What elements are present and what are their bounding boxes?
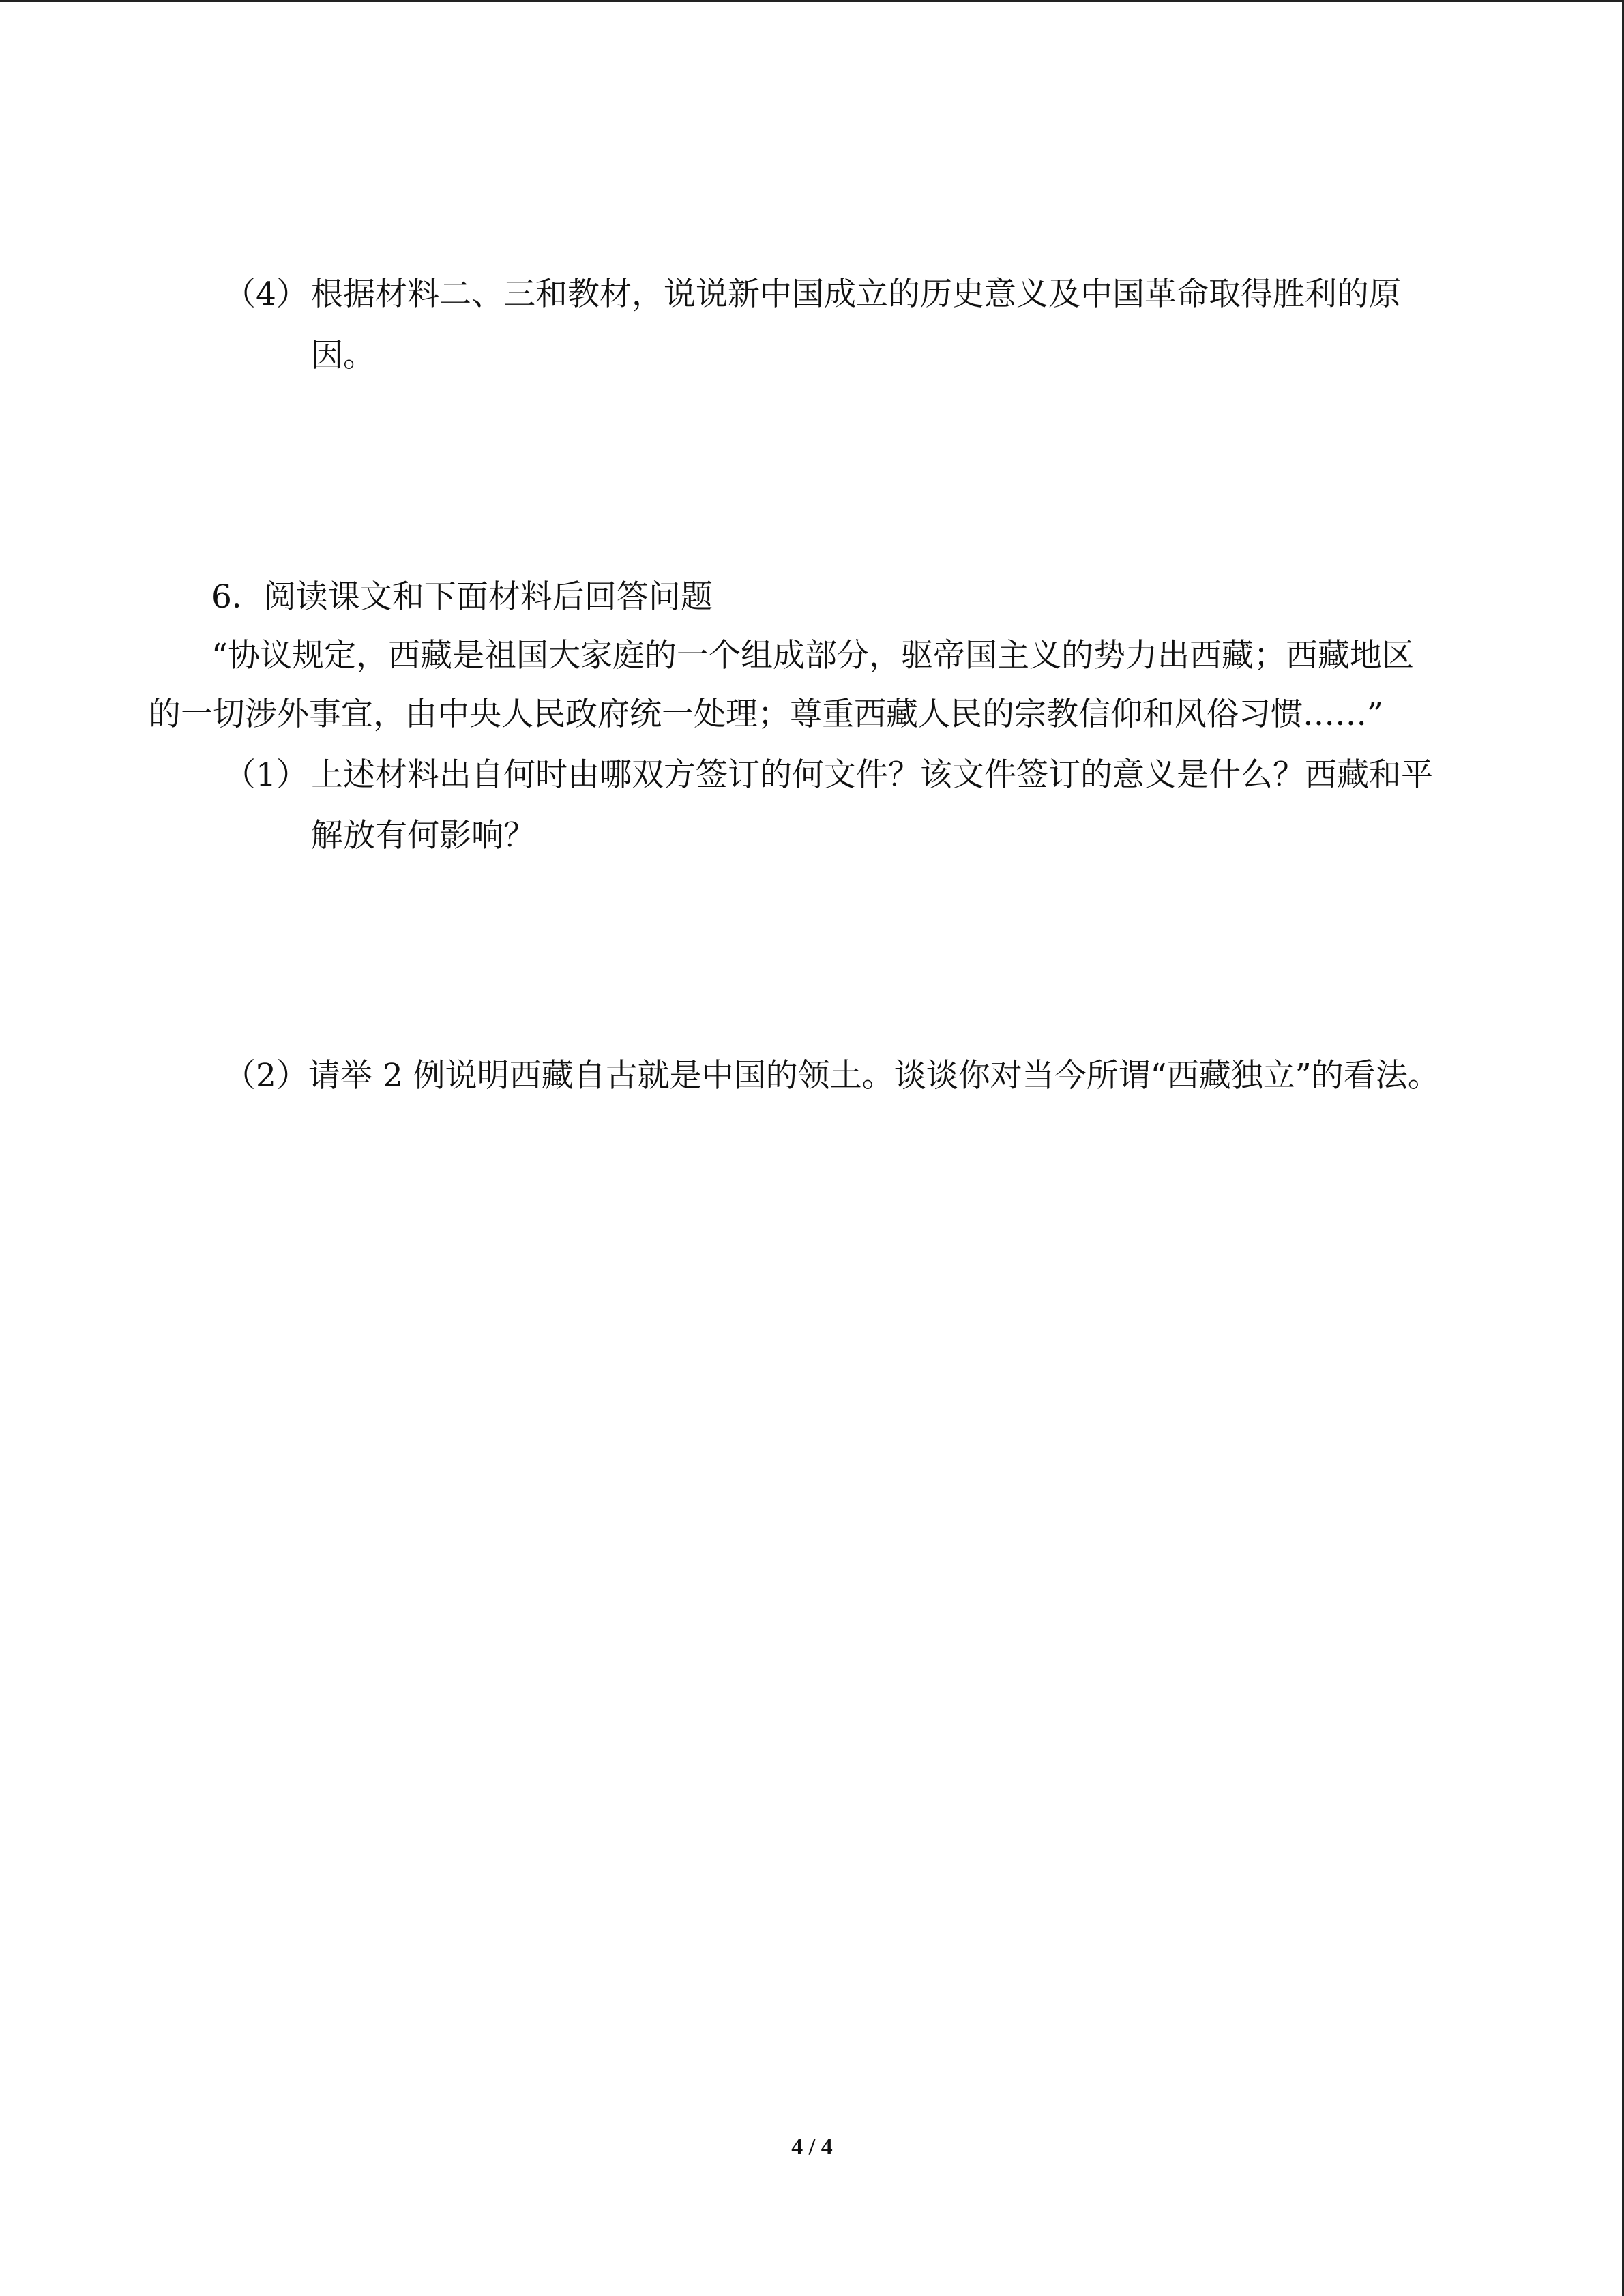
q5-4-line1 <box>224 274 1401 315</box>
q6-1-text-line1: 上述材料出自何时由哪双方签订的何文件？该文件签订的意义是什么？西藏和平 <box>311 756 1433 794</box>
q6-1-line1 <box>224 755 1433 796</box>
q6-2-text: （2）请举 2 例说明西藏自古就是中国的领土。谈谈你对当今所谓“西藏独立”的看法。 <box>224 1057 1440 1094</box>
q6-material-line2: 的一切涉外事宜，由中央人民政府统一处理；尊重西藏人民的宗教信仰和风俗习惯……” <box>149 696 1384 733</box>
q5-4-text-line1: 根据材料二、三和教材，说说新中国成立的历史意义及中国革命取得胜利的原 <box>311 275 1401 313</box>
q6-material-line1: “协议规定，西藏是祖国大家庭的一个组成部分，驱帝国主义的势力出西藏；西藏地区 <box>211 637 1415 674</box>
q6-1-number: （1） <box>224 756 308 794</box>
q5-4-number: （4） <box>224 275 308 313</box>
q6-1-line2: 解放有何影响？ <box>311 817 535 854</box>
q6-heading: 6．阅读课文和下面材料后回答问题 <box>211 578 713 616</box>
page-number: 4 / 4 <box>791 2134 833 2160</box>
page-border-top <box>0 0 1624 2</box>
q5-4-line2: 因。 <box>311 337 375 374</box>
